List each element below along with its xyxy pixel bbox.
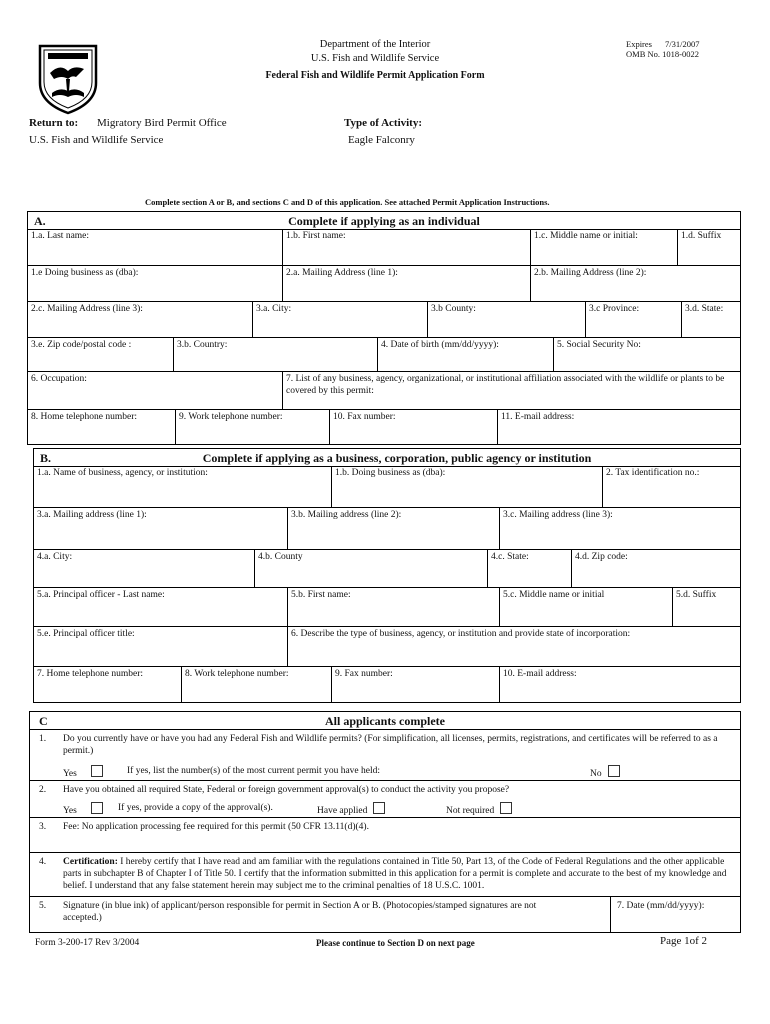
b-addr2-label: 3.b. Mailing address (line 2):: [291, 510, 402, 520]
c-q3-text: Fee: No application processing fee required for this permit (50 CFR 13.11(d)(4).: [63, 822, 369, 832]
b-tax-id-label: 2. Tax identification no.:: [606, 468, 700, 478]
a-fax-label: 10. Fax number:: [333, 412, 396, 422]
b-tax-id-field[interactable]: [603, 466, 740, 508]
b-addr3-field[interactable]: [500, 508, 740, 550]
c-q1-no-checkbox[interactable]: [608, 765, 620, 777]
c-date-field[interactable]: [610, 897, 740, 932]
b-zip-field[interactable]: [572, 550, 740, 588]
a-work-phone-field[interactable]: [176, 410, 330, 444]
service-name: U.S. Fish and Wildlife Service: [310, 53, 440, 64]
b-work-phone-field[interactable]: [182, 667, 332, 702]
b-city-field[interactable]: [34, 550, 255, 588]
b-name-field[interactable]: [34, 466, 332, 508]
a-first-name-field[interactable]: [283, 229, 531, 266]
return-to-office: Migratory Bird Permit Office: [97, 117, 227, 129]
b-po-middle-label: 5.c. Middle name or initial: [503, 590, 605, 600]
c-q2-yes-checkbox[interactable]: [91, 802, 103, 814]
b-name-label: 1.a. Name of business, agency, or institution:: [37, 468, 208, 478]
expires-label: Expires: [626, 39, 652, 49]
a-fax-field[interactable]: [330, 410, 498, 444]
section-c: [29, 711, 741, 933]
section-c-header: [30, 712, 740, 730]
a-county-field[interactable]: [428, 302, 586, 338]
continue-note: Please continue to Section D on next page: [316, 938, 475, 948]
a-first-name-label: 1.b. First name:: [286, 231, 346, 241]
c-q4-text-block: [63, 856, 728, 892]
c-q5-number: 5.: [39, 901, 47, 911]
a-work-phone-label: 9. Work telephone number:: [179, 412, 283, 422]
a-zip-label: 3.e. Zip code/postal code :: [31, 340, 132, 350]
b-po-suffix-field[interactable]: [673, 588, 740, 627]
omb-number: OMB No. 1018-0022: [626, 49, 699, 59]
a-occupation-label: 6. Occupation:: [31, 374, 87, 384]
b-po-first-field[interactable]: [288, 588, 500, 627]
b-home-phone-label: 7. Home telephone number:: [37, 669, 144, 679]
c-date-label: 7. Date (mm/dd/yyyy):: [617, 901, 705, 911]
c-q5-text: Signature (in blue ink) of applicant/person responsible for permit in Section A or B. (Photocopies/stamped signatures are not accepted.): [63, 901, 537, 923]
c-q1-text: Do you currently have or have you had any Federal Fish and Wildlife permits? (For simplification, all licenses, permits, registrations, and certificates will be referred to as a permit.): [63, 734, 718, 756]
c-question-5: [30, 897, 740, 932]
c-q3-number: 3.: [39, 822, 47, 832]
a-addr2-label: 2.b. Mailing Address (line 2):: [534, 268, 647, 278]
c-q2-text: Have you obtained all required State, Federal or foreign government approval(s) to conduct the activity you propose?: [63, 785, 510, 795]
a-ssn-field[interactable]: [554, 338, 740, 372]
a-country-label: 3.b. Country:: [177, 340, 228, 350]
a-province-field[interactable]: [586, 302, 682, 338]
b-fax-label: 9. Fax number:: [335, 669, 393, 679]
c-q1-no-group: [590, 765, 620, 780]
b-zip-label: 4.d. Zip code:: [575, 552, 628, 562]
a-affiliation-label: 7. List of any business, agency, organizational, or institutional affiliation associated with the wildlife or plants to be covered by this permit:: [286, 374, 725, 396]
c-q1-ifyes-label: If yes, list the number(s) of the most current permit you have held:: [127, 766, 381, 776]
b-po-title-field[interactable]: [34, 627, 288, 667]
activity-label: Type of Activity:: [344, 117, 423, 129]
c-q2-yes-group: [63, 802, 103, 817]
a-dob-field[interactable]: [378, 338, 554, 372]
a-province-label: 3.c Province:: [589, 304, 640, 314]
a-city-label: 3.a. City:: [256, 304, 292, 314]
c-question-3: [30, 818, 740, 853]
b-po-last-label: 5.a. Principal officer - Last name:: [37, 590, 165, 600]
section-c-title: All applicants complete: [325, 714, 445, 728]
b-po-last-field[interactable]: [34, 588, 288, 627]
b-po-suffix-label: 5.d. Suffix: [676, 590, 717, 600]
c-q4-text: I hereby certify that I have read and am familiar with the regulations contained in Title 50, Part 13, of the Code of Federal Regulations and the other applicable parts in subchapter B of Chapter I of Title 50. I certify that the information submitted in this application for a permit is complete and accurate to the best of my knowledge and belief. I understand that any false statement herein may subject me to the criminal penalties of 18 U.S.C. 1001.: [63, 857, 727, 891]
c-q2-notreq-group: [446, 802, 512, 817]
c-q2-notreq-checkbox[interactable]: [500, 802, 512, 814]
b-state-label: 4.c. State:: [491, 552, 529, 562]
b-email-label: 10. E-mail address:: [503, 669, 577, 679]
return-to-label: Return to:: [29, 117, 79, 129]
c-q1-yes-label: Yes: [63, 769, 77, 779]
a-middle-name-field[interactable]: [531, 229, 678, 266]
b-dba-field[interactable]: [332, 466, 603, 508]
a-dba-label: 1.e Doing business as (dba):: [31, 268, 139, 278]
page-number: Page 1of 2: [660, 935, 708, 947]
a-email-field[interactable]: [498, 410, 740, 444]
a-dob-label: 4. Date of birth (mm/dd/yyyy):: [381, 340, 499, 350]
c-question-2: [30, 781, 740, 818]
b-business-type-field[interactable]: [288, 627, 740, 667]
c-q2-yes-label: Yes: [63, 806, 77, 816]
b-po-middle-field[interactable]: [500, 588, 673, 627]
a-suffix-label: 1.d. Suffix: [681, 231, 722, 241]
b-home-phone-field[interactable]: [34, 667, 182, 702]
c-q4-bold-label: Certification:: [63, 857, 118, 867]
a-zip-field[interactable]: [28, 338, 174, 372]
expires-date: 7/31/2007: [665, 39, 700, 49]
return-to-service: U.S. Fish and Wildlife Service: [29, 134, 164, 146]
c-q2-notreq-label: Not required: [446, 806, 495, 816]
a-county-label: 3.b County:: [431, 304, 476, 314]
a-last-name-field[interactable]: [28, 229, 283, 266]
b-county-field[interactable]: [255, 550, 488, 588]
c-q2-applied-checkbox[interactable]: [373, 802, 385, 814]
b-dba-label: 1.b. Doing business as (dba):: [335, 468, 446, 478]
b-addr1-label: 3.a. Mailing address (line 1):: [37, 510, 147, 520]
a-addr2-field[interactable]: [531, 266, 740, 302]
c-q1-no-label: No: [590, 769, 602, 779]
instructions: Complete section A or B, and sections C and D of this application. See attached Permit Application Instructions.: [145, 197, 550, 207]
section-a-header: [28, 212, 740, 230]
c-q2-ifyes-label: If yes, provide a copy of the approval(s).: [118, 803, 273, 813]
a-home-phone-label: 8. Home telephone number:: [31, 412, 138, 422]
b-county-label: 4.b. County: [258, 552, 303, 562]
c-question-1: [30, 730, 740, 781]
b-addr3-label: 3.c. Mailing address (line 3):: [503, 510, 613, 520]
form-title: Federal Fish and Wildlife Permit Application Form: [265, 70, 485, 81]
b-po-first-label: 5.b. First name:: [291, 590, 351, 600]
a-state-field[interactable]: [682, 302, 740, 338]
a-city-field[interactable]: [253, 302, 428, 338]
section-a-title: Complete if applying as an individual: [288, 214, 480, 228]
agency-seal: [36, 43, 100, 115]
section-b-header: [34, 449, 740, 467]
b-fax-field[interactable]: [332, 667, 500, 702]
a-dba-field[interactable]: [28, 266, 283, 302]
b-work-phone-label: 8. Work telephone number:: [185, 669, 289, 679]
a-state-label: 3.d. State:: [685, 304, 724, 314]
b-state-field[interactable]: [488, 550, 572, 588]
section-b: [33, 448, 741, 703]
a-addr1-field[interactable]: [283, 266, 531, 302]
a-last-name-label: 1.a. Last name:: [31, 231, 90, 241]
a-affiliation-field[interactable]: [283, 372, 740, 410]
b-city-label: 4.a. City:: [37, 552, 73, 562]
c-signature-field[interactable]: [60, 897, 610, 932]
b-business-type-label: 6. Describe the type of business, agency, or institution and provide state of incorporation:: [291, 629, 631, 639]
section-a: [27, 211, 741, 445]
a-addr1-label: 2.a. Mailing Address (line 1):: [286, 268, 398, 278]
section-b-title: Complete if applying as a business, corporation, public agency or institution: [202, 451, 592, 465]
form-number: Form 3-200-17 Rev 3/2004: [35, 938, 140, 948]
section-c-letter: C: [39, 714, 48, 728]
a-email-label: 11. E-mail address:: [501, 412, 575, 422]
b-addr1-field[interactable]: [34, 508, 288, 550]
c-q2-number: 2.: [39, 785, 47, 795]
c-q2-applied-label: Have applied: [317, 806, 368, 816]
a-addr3-label: 2.c. Mailing Address (line 3):: [31, 304, 143, 314]
activity-value: Eagle Falconry: [348, 134, 415, 146]
c-q2-applied-group: [317, 802, 385, 817]
c-question-4: [30, 853, 740, 897]
b-addr2-field[interactable]: [288, 508, 500, 550]
b-email-field[interactable]: [500, 667, 740, 702]
section-a-letter: A.: [34, 214, 46, 228]
a-occupation-field[interactable]: [28, 372, 283, 410]
a-home-phone-field[interactable]: [28, 410, 176, 444]
a-addr3-field[interactable]: [28, 302, 253, 338]
section-b-letter: B.: [40, 451, 52, 465]
c-q4-number: 4.: [39, 857, 47, 867]
a-middle-name-label: 1.c. Middle name or initial:: [534, 231, 638, 241]
a-suffix-field[interactable]: [678, 229, 740, 266]
c-q1-yes-group: [63, 765, 103, 780]
a-ssn-label: 5. Social Security No:: [557, 340, 641, 350]
department-name: Department of the Interior: [319, 39, 431, 50]
a-country-field[interactable]: [174, 338, 378, 372]
c-q1-number: 1.: [39, 734, 47, 744]
c-q1-yes-checkbox[interactable]: [91, 765, 103, 777]
b-po-title-label: 5.e. Principal officer title:: [37, 629, 135, 639]
